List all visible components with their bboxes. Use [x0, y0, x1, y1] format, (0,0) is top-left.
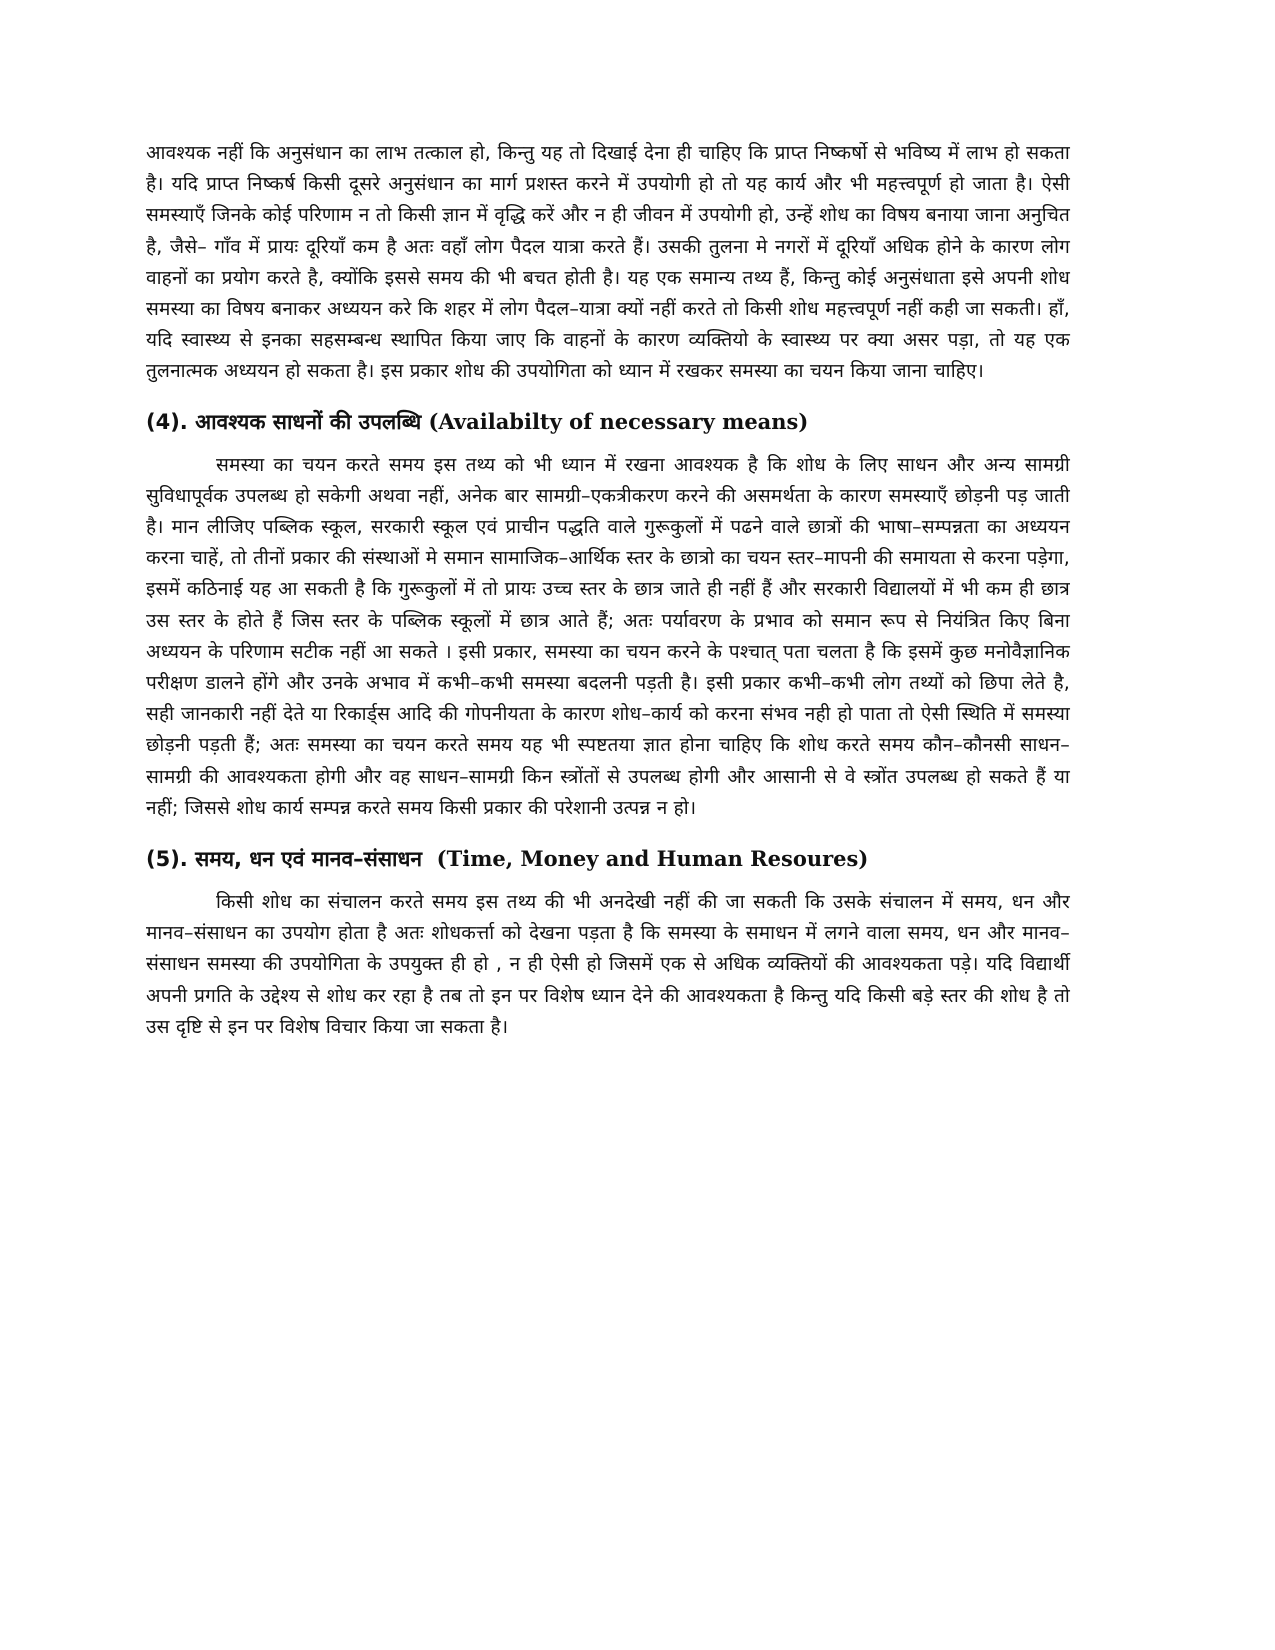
paragraph-research-usefulness: आवश्यक नहीं कि अनुसंधान का लाभ तत्काल हो, किन्तु यह तो दिखाई देना ही चाहिए कि प्राप्त निष्कर्षो से भविष्य में लाभ हो सकता है। यदि प्राप्त निष्कर्ष किसी दूसरे अनुसंधान का मार्ग प्रशस्त करने में उपयोगी हो तो यह कार्य और भी महत्त्वपूर्ण हो जाता है। ऐसी समस्याएँ जिनके कोई परिणाम न तो किसी ज्ञान में वृद्धि करें और न ही जीवन में उपयोगी हो, उन्हें शोध का विषय बनाया जाना अनुचित है, जैसे– गाँव में प्रायः दूरियाँ कम है अतः वहाँ लोग पैदल यात्रा करते हैं। उसकी तुलना मे नगरों में दूरियाँ अधिक होने के कारण लोग वाहनों का प्रयोग करते है, क्योंकि इससे समय की भी बचत होती है। यह एक समान्य तथ्य हैं, किन्तु कोई अनुसंधाता इसे अपनी शोध समस्या का विषय बनाकर अध्ययन करे कि शहर में लोग पैदल–यात्रा क्यों नहीं करते तो किसी शोध महत्त्वपूर्ण नहीं कही जा सकती। हाँ, यदि स्वास्थ्य से इनका सहसम्बन्ध स्थापित किया जाए कि वाहनों के कारण व्यक्तियो के स्वास्थ्य पर क्या असर पड़ा, तो यह एक तुलनात्मक अध्ययन हो सकता है। इस प्रकार शोध की उपयोगिता को ध्यान में रखकर समस्या का चयन किया जाना चाहिए।: [146, 142, 1070, 383]
section-heading-time-money-human-resources: [146, 843, 1070, 875]
section-heading-english: (Availabilty of necessary means): [428, 408, 809, 434]
section-heading-availability-of-means: [146, 406, 1070, 438]
section-heading-english: (Time, Money and Human Resoures): [436, 846, 869, 872]
document-page: [146, 138, 1070, 1043]
paragraph-time-money-human-resources: किसी शोध का संचालन करते समय इस तथ्य की भी अनदेखी नहीं की जा सकती कि उसके संचालन में समय, धन और मानव–संसाधन का उपयोग होता है अतः शोधकर्त्ता को देखना पड़ता है कि समस्या के समाधन में लगने वाला समय, धन और मानव–संसाधन समस्या की उपयोगिता के उपयुक्त ही हो , न ही ऐसी हो जिसमें एक से अधिक व्यक्तियों की आवश्यकता पड़े। यदि विद्यार्थी अपनी प्रगति के उद्देश्य से शोध कर रहा है तब तो इन पर विशेष ध्यान देने की आवश्यकता है किन्तु यदि किसी बड़े स्तर की शोध है तो उस दृष्टि से इन पर विशेष विचार किया जा सकता है।: [146, 891, 1070, 1038]
section-heading-hindi: (5). समय, धन एवं मानव–संसाधन: [146, 847, 423, 872]
paragraph-availability-of-means: समस्या का चयन करते समय इस तथ्य को भी ध्यान में रखना आवश्यक है कि शोध के लिए साधन और अन्य सामग्री सुविधापूर्वक उपलब्ध हो सकेगी अथवा नहीं, अनेक बार सामग्री–एकत्रीकरण करने की असमर्थता के कारण समस्याएँ छोड़नी पड़ जाती है। मान लीजिए पब्लिक स्कूल, सरकारी स्कूल एवं प्राचीन पद्धति वाले गुरूकुलों में पढने वाले छात्रों की भाषा–सम्पन्नता का अध्ययन करना चाहें, तो तीनों प्रकार की संस्थाओं मे समान सामाजिक–आर्थिक स्तर के छात्रो का चयन स्तर–मापनी की समायता से करना पड़ेगा, इसमें कठिनाई यह आ सकती है कि गुरूकुलों में तो प्रायः उच्च स्तर के छात्र जाते ही नहीं हैं और सरकारी विद्यालयों में भी कम ही छात्र उस स्तर के होते हैं जिस स्तर के पब्लिक स्कूलों में छात्र आते हैं; अतः पर्यावरण के प्रभाव को समान रूप से नियंत्रित किए बिना अध्ययन के परिणाम सटीक नहीं आ सकते । इसी प्रकार, समस्या का चयन करने के पश्चात् पता चलता है कि इसमें कुछ मनोवैज्ञानिक परीक्षण डालने होंगे और उनके अभाव में कभी–कभी समस्या बदलनी पड़ती है। इसी प्रकार कभी–कभी लोग तथ्यों को छिपा लेते है, सही जानकारी नहीं देते या रिकार्ड्स आदि की गोपनीयता के कारण शोध–कार्य को करना संभव नही हो पाता तो ऐसी स्थिति में समस्या छोड़नी पड़ती हैं; अतः समस्या का चयन करते समय यह भी स्पष्टतया ज्ञात होना चाहिए कि शोध करते समय कौन–कौनसी साधन–सामग्री की आवश्यकता होगी और वह साधन–सामग्री किन स्त्रोंतों से उपलब्ध होगी और आसानी से वे स्त्रोंत उपलब्ध हो सकते हैं या नहीं; जिससे शोध कार्य सम्पन्न करते समय किसी प्रकार की परेशानी उत्पन्न न हो।: [146, 453, 1070, 819]
section-heading-hindi: (4). आवश्यक साधनों की उपलब्धि: [146, 409, 422, 434]
